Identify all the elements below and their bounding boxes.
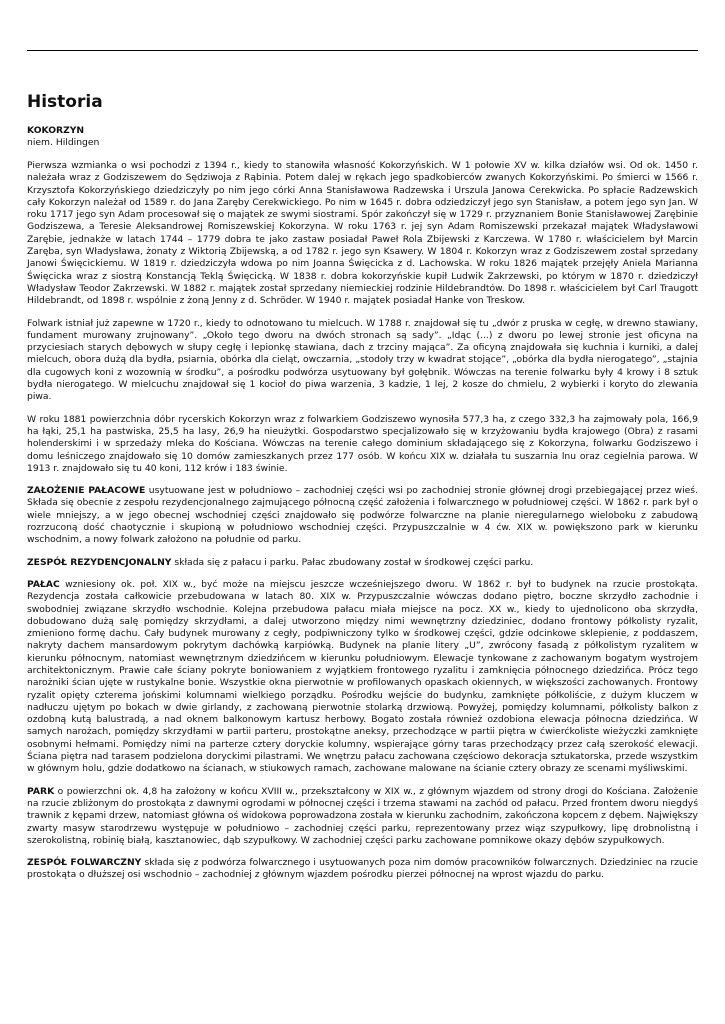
village-name: KOKORZYN <box>27 125 85 136</box>
paragraph-text: o powierzchni ok. 4,8 ha założony w końcu XVIII w., przekształcony w XIX w., z głównym wjazdem od strony drogi do Kościana. Założenie na rzucie zbliżonym do prostokąta z dawnymi ogrodami w północnej części i trzema stawami na zachód od pałacu. Przed frontem dworu niegdyś trawnik z kępami drzew, natomiast główna oś widokowa poprowadzona została w kierunku zachodnim, zakończona kopcem z dębem. Największy zwarty masyw starodrzewu występuje w południowo – zachodniej części parku, reprezentowany przez wiąz szypułkowy, lipę drobnolistną i szerokolistną, robinię białą, kasztanowiec, dąb szypułkowy. W zachodniej części parku zachowane pomnikowe okazy dębów szypułkowych. <box>27 785 698 846</box>
paragraph-park <box>27 786 698 847</box>
document-body <box>27 92 698 892</box>
paragraph-text: Folwark istniał już zapewne w 1720 r., kiedy to odnotowano tu mielcuch. W 1788 r. znajdował się tu „dwór z pruska w cegłę, w drewno stawiany, fundament murowany zrujnowany”. „Około tego dworu na dwóch stronach są sady”. „Idąc (...) z dworu po lewej stronie jest oficyna na przyciesiach starych dębowych w słupy cegłę i lepionkę stawiana, dach z trzciny mająca”. Za oficyną znajdowała się kuchnia i kurniki, a dalej mielcuch, obora dużą dla bydła, psiarnia, obórka dla cieląt, owczarnia, „stodoły trzy w kwadrat stojące”, „obórka dla bydła nierogatego”, „stajnia dla cugowych koni z wozownią w środku”, a pośrodku podwórza usytuowany był gołębnik. Wówczas na terenie folwarku były 4 krowy i 8 sztuk bydła nierogatego. W mielcuchu znajdował się 1 kocioł do piwa warzenia, 3 kadzie, 1 lej, 2 kosze do chmielu, 2 wybierki i koryto do zlewania piwa. <box>27 317 698 403</box>
paragraph-palac <box>27 579 698 776</box>
village-header <box>27 125 698 149</box>
paragraph-folwark <box>27 318 698 404</box>
paragraph-text: wzniesiony ok. poł. XIX w., być może na miejscu jeszcze wcześniejszego dworu. W 1862 r. był to budynek na rzucie prostokąta. Rezydencja została całkowicie przebudowana w latach 80. XIX w. Przypuszczalnie wówczas dodano piętro, boczne skrzydło zachodnie i swobodniej związane skrzydło wschodnie. Kolejna przebudowa pałacu miała miejsce na pocz. XX w., kiedy to ujednolicono oba skrzydła, dobudowano dużą salę pomiędzy skrzydłami, a dalej utworzono między nimi wewnętrzny dziedziniec, dodano frontowy półkolisty ryzalit, zmieniono formę dachu. Cały budynek murowany z cegły, podpiwniczony tylko w środkowej części, gdzie odcinkowe sklepienie, z poddaszem, nakryty dachem mansardowym pokrytym dachówką karpiówką. Budynek na planie litery „U”, zwrócony fasadą z półkolistym ryzalitem w kierunku północnym, natomiast wewnętrznym dziedzińcem w kierunku południowym. Elewacje tynkowane z zachowanym bogatym wystrojem architektonicznym. Prawie całe ściany pokryte boniowaniem z wyjątkiem frontowego ryzalitu i zamknięcia północnego dziedzińca. Prócz tego narożniki ścian ujęte w rustykalne bonie. Wszystkie okna pierwotnie w profilowanych opaskach okiennych, w większości zachowanych. Frontowy ryzalit opięty czterema jońskimi kolumnami wielkiego porządku. Pośrodku wejście do budynku, zamknięte półkoliście, z dużym kluczem w nadłuczu ujętym po bokach w dwie girlandy, z zachowaną pierwotnie stolarką drzwiową. Powyżej, pomiędzy kolumnami, półkolisty balkon z ozdobną kutą balustradą, a nad oknem balkonowym kartusz herbowy. Bogato została również ozdobiona elewacja północna dziedzińca. W samych narożach, pomiędzy skrzydłami w partii parteru, prostokątne aneksy, przechodzące w partii piętra w ćwierćkoliste wieżyczki zamknięte osobnymi hełmami. Pomiędzy nimi na parterze cztery doryckie kolumny, wspierające górny taras przechodzący przez całą szerokość elewacji. Ściana piętra nad tarasem podzielona doryckimi pilastrami. We wnętrzu pałacu zachowana częściowo dekoracja sztukatorska, przede wszystkim w głównym holu, gdzie dodatkowo na ścianach, w stiukowych ramach, zachowane malowane na ścianie cztery obrazy ze scenami myśliwskimi. <box>27 578 698 775</box>
paragraph-1881 <box>27 414 698 475</box>
paragraph-text: usytuowane jest w południowo – zachodniej części wsi po zachodniej stronie głównej drogi przebiegającej przez wieś. Składa się obecnie z zespołu rezydencjonalnego zajmującego północną część założenia i folwarcznego w południowej części. W 1862 r. park był o wiele mniejszy, a w jego obecnej wschodniej części znajdowało się podwórze folwarczne na planie nieregularnego wieloboku z zabudową rozrzuconą dość chaotycznie i skupioną w południowo wschodniej części. Przypuszczalnie w 4 ćw. XIX w. powiększono park w kierunku wschodnim, a nowy folwark założono na południe od parku. <box>27 485 698 546</box>
paragraph-text: składa się z podwórza folwarcznego i usytuowanych poza nim domów pracowników folwarcznych. Dziedziniec na rzucie prostokąta o dłuższej osi wschodnio – zachodniej z głównym wjazdem pośrodku pierzei północnej na wprost wjazdu do parku. <box>27 857 698 881</box>
paragraph-text: składa się z pałacu i parku. Pałac zbudowany został w środkowej części parku. <box>171 556 534 568</box>
paragraph-lead: ZESPÓŁ FOLWARCZNY <box>27 857 142 869</box>
paragraph-lead: PAŁAC <box>27 578 60 590</box>
paragraph-zespol-folwarczny <box>27 857 698 882</box>
village-german-name: niem. Hildingen <box>27 137 100 148</box>
page-title: Historia <box>27 92 103 112</box>
top-rule <box>27 50 698 51</box>
paragraph-zespol-rezydencjonalny <box>27 557 698 569</box>
paragraph-zalozenie <box>27 485 698 546</box>
paragraph-text: W roku 1881 powierzchnia dóbr rycerskich Kokorzyn wraz z folwarkiem Godziszewo wynosiła 577,3 ha, z czego 332,3 ha zajmowały pola, 166,9 ha łąki, 25,1 ha pastwiska, 25,5 ha lasy, 26,9 ha nieużytki. Gospodarstwo specjalizowało się w krzyżowaniu bydła krajowego (Obra) z rasami holenderskimi i w sprzedaży mleka do Kościana. Wówczas na terenie całego dominium składającego się z Kokorzyna, folwarku Godziszewo i domu leśniczego znajdowało się 10 domów zamieszkanych przez 177 osób. W końcu XIX w. działała tu suszarnia lnu oraz cegielnia parowa. W 1913 r. znajdowało się tu 40 koni, 112 krów i 183 świnie. <box>27 413 698 474</box>
paragraph-lead: PARK <box>27 785 55 797</box>
paragraph-lead: ZAŁOŻENIE PAŁACOWE <box>27 485 146 497</box>
paragraph-lead: ZESPÓŁ REZYDENCJONALNY <box>27 556 172 568</box>
paragraph-text: Pierwsza wzmianka o wsi pochodzi z 1394 r., kiedy to stanowiła własność Kokorzyńskich. W 1 połowie XV w. kilka działów wsi. Od ok. 1450 r. należała wraz z Godziszewem do Sędziwoja z Rąbinia. Potem dalej w rękach jego spadkobierców zwanych Kokorzyńskimi. Po śmierci w 1566 r. Krzysztofa Kokorzyńskiego dziedziczyły po nim jego córki Anna Stanisławowa Radzewska i Urszula Janowa Cerekwicka. Po spłacie Radzewskich cały Kokorzyn należał od 1589 r. do Jana Zaręby Cerekwickiego. Po nim w 1645 r. dobra odziedziczył jego syn Stanisław, a potem jego syn Jan. W roku 1717 jego syn Adam procesował się o majątek ze swymi siostrami. Spór zakończył się w 1729 r. przyznaniem Bonie Stanisławowej Zarębinie Godziszewa, a Teresie Aleksandrowej Romiszewskiej Kokorzyna. W roku 1763 r. jej syn Adam Romiszewski przekazał majątek Władysławowi Zarębie, jednakże w latach 1744 – 1779 dobra te jako zastaw posiadał Paweł Rola Zbijewski z Karczewa. W 1780 r. właścicielem był Marcin Zaręba, syn Władysława, żonaty z Wiktorią Zbijewską, a od 1782 r. jego syn Ksawery. W 1804 r. Kokorzyn wraz z Godziszewem został sprzedany Janowi Święcickiemu. W 1819 r. dziedziczyła wdowa po nim Joanna Święcicka z d. Lachowska. W roku 1826 majątek przejęły Aniela Marianna Święcicka wraz z siostrą Konstancją Teklą Święcicką. W 1838 r. dobra kokorzyńskie kupił Ludwik Zakrzewski, po którym w 1870 r. dziedziczył Władysław Teodor Zakrzewski. W 1882 r. majątek został sprzedany niemieckiej rodzinie Hildebrandtów. Do 1898 r. właścicielem był Carl Traugott Hildebrandt, od 1898 r. wspólnie z żoną Jenny z d. Schröder. W 1940 r. majątek posiadał Hanke von Treskow. <box>27 160 698 307</box>
paragraph-history <box>27 160 698 308</box>
